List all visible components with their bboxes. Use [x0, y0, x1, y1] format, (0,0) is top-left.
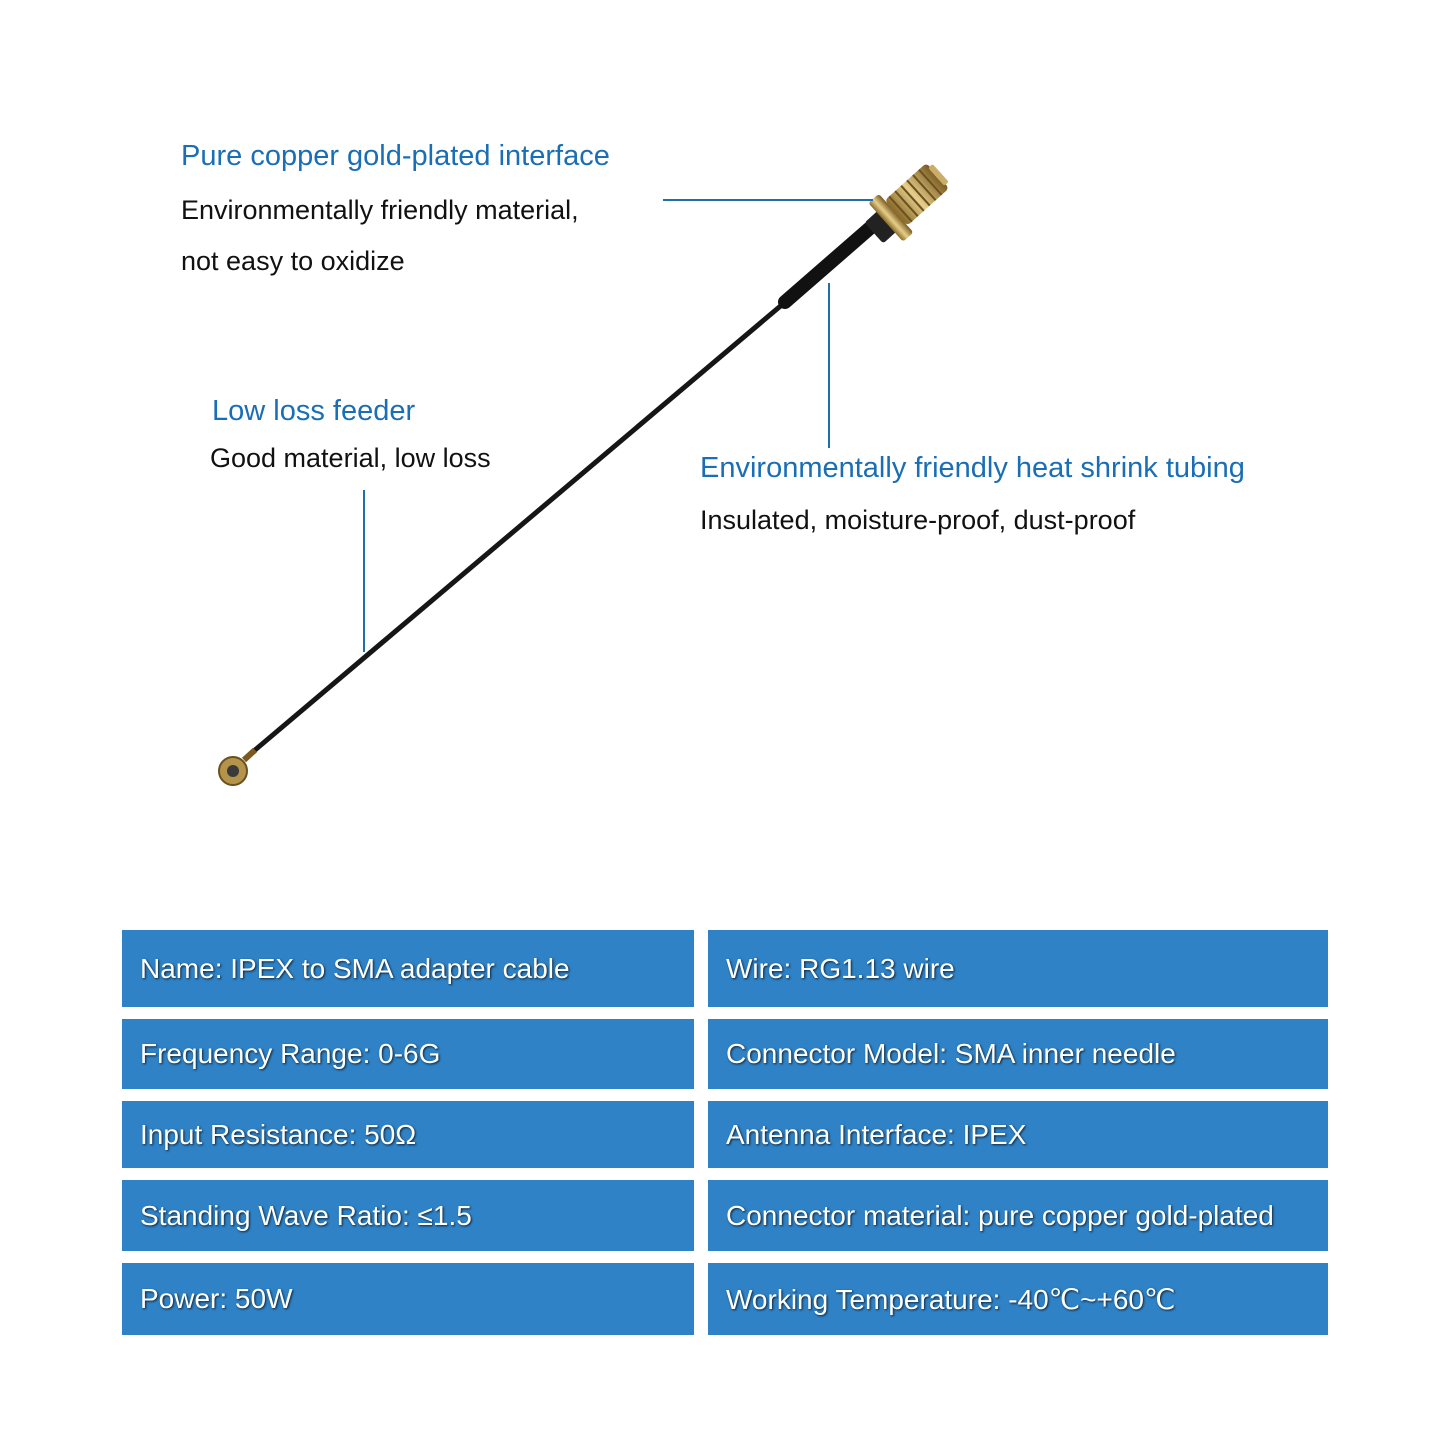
tubing-callout-title: Environmentally friendly heat shrink tubing [700, 452, 1245, 484]
ipex-connector [219, 750, 255, 785]
interface-leader-line [663, 199, 873, 201]
tubing-leader-line [828, 283, 830, 448]
interface-callout-title: Pure copper gold-plated interface [181, 140, 610, 172]
spec-antenna-interface: Antenna Interface: IPEX [708, 1101, 1328, 1168]
feeder-leader-line [363, 490, 365, 652]
spec-connector-model: Connector Model: SMA inner needle [708, 1019, 1328, 1089]
spec-standing-wave-ratio: Standing Wave Ratio: ≤1.5 [122, 1180, 694, 1251]
sma-connector [856, 154, 958, 253]
interface-callout-line1: Environmentally friendly material, [181, 195, 579, 225]
spec-frequency-range: Frequency Range: 0-6G [122, 1019, 694, 1089]
spec-connector-material: Connector material: pure copper gold-plated [708, 1180, 1328, 1251]
feeder-callout-title: Low loss feeder [212, 395, 416, 427]
tubing-callout-line1: Insulated, moisture-proof, dust-proof [700, 505, 1136, 535]
spec-wire: Wire: RG1.13 wire [708, 930, 1328, 1007]
feeder-callout-line1: Good material, low loss [210, 443, 491, 473]
spec-working-temperature: Working Temperature: -40℃~+60℃ [708, 1263, 1328, 1335]
spec-input-resistance: Input Resistance: 50Ω [122, 1101, 694, 1168]
interface-callout-line2: not easy to oxidize [181, 246, 405, 276]
spec-power: Power: 50W [122, 1263, 694, 1335]
spec-name: Name: IPEX to SMA adapter cable [122, 930, 694, 1007]
